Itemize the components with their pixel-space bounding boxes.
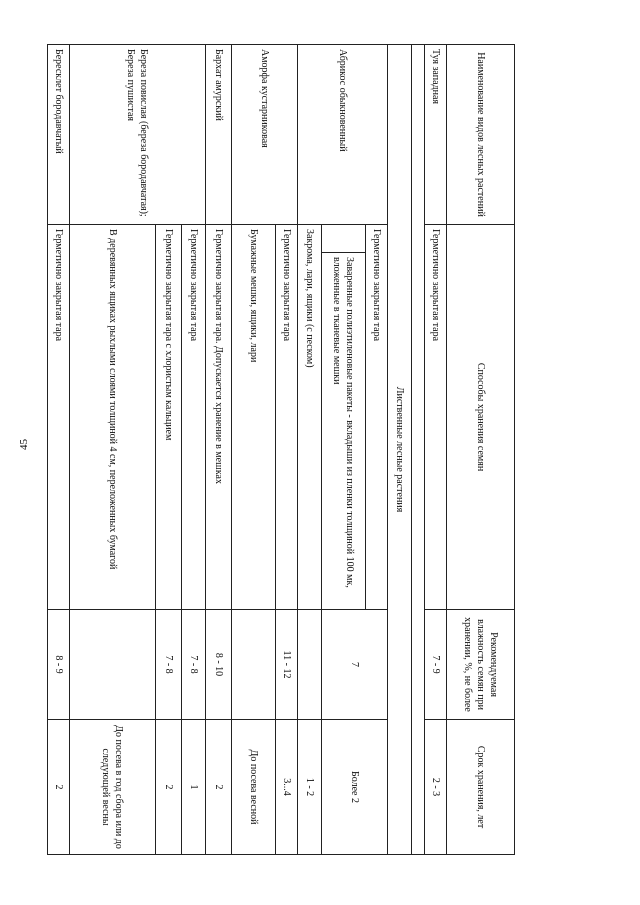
term-cell: 1 (182, 720, 206, 855)
term-cell: До посева в год сбора или до следующей весны (70, 720, 156, 855)
method-cell: Герметично закрытая тара (425, 225, 447, 610)
table-row (425, 45, 447, 855)
method-cell: Бумажные мешки, ящики, лари (232, 225, 276, 610)
species-cell: Береза повислая (береза бородавчатая); Береза пушистая (70, 45, 206, 225)
term-cell: 2 (48, 720, 70, 855)
method-cell: Герметично закрытая тара (182, 225, 206, 610)
moisture-cell: 8 - 10 (206, 610, 232, 720)
moisture-cell: 7 - 8 (156, 610, 182, 720)
moisture-cell-empty (232, 610, 276, 720)
term-cell: 2 - 3 (425, 720, 447, 855)
empty-indent-cell (322, 225, 366, 253)
header-species: Наименование видов лесных растений (447, 45, 515, 225)
section-row (388, 45, 412, 855)
moisture-cell-empty (298, 610, 322, 720)
term-cell: Более 2 (322, 720, 388, 855)
spacer-cell (412, 45, 425, 855)
header-moisture: Рекомендуемая влажность семян при хранении, %, не более (447, 610, 515, 720)
species-cell: Бересклет бородавчатый (48, 45, 70, 225)
term-cell: До посева весной (232, 720, 276, 855)
method-cell: Закрома, лари, ящики (с песком) (298, 225, 322, 610)
species-cell: Туя западная (425, 45, 447, 225)
table-row (206, 45, 232, 855)
method-cell: Заваренные полиэтиленовые пакеты - вкладыши из пленки толщиной 100 мк, вложенные в тканевые мешки (322, 253, 366, 610)
method-cell: Герметично закрытая тара. Допускается хранение в мешках (206, 225, 232, 610)
seed-storage-table (47, 44, 515, 855)
species-cell: Аморфа кустарниковая (232, 45, 298, 225)
method-cell: Герметично закрытая тара (276, 225, 298, 610)
method-cell: Герметично закрытая тара (48, 225, 70, 610)
section-title: Лиственные лесные растения (388, 45, 412, 855)
method-cell: В деревянных ящиках рыхлыми слоями толщиной 4 см, переложенных бумагой (70, 225, 156, 610)
table-row (182, 45, 206, 855)
term-cell: 2 (206, 720, 232, 855)
table-header-row (447, 45, 515, 855)
table-rotated-container (53, 44, 515, 854)
species-cell: Абрикос обыкновенный (298, 45, 388, 225)
method-cell: Герметично закрытая тара с хлористым кальцием (156, 225, 182, 610)
term-cell: 1 - 2 (298, 720, 322, 855)
table-row (276, 45, 298, 855)
table-row (366, 45, 388, 855)
moisture-cell: 7 (322, 610, 388, 720)
header-term: Срок хранения, лет (447, 720, 515, 855)
header-methods: Способы хранения семян (447, 225, 515, 610)
moisture-cell: 7 - 9 (425, 610, 447, 720)
table-row (48, 45, 70, 855)
term-cell: 2 (156, 720, 182, 855)
species-cell: Бархат амурский (206, 45, 232, 225)
moisture-cell: 8 - 9 (48, 610, 70, 720)
spacer-row (412, 45, 425, 855)
method-cell: Герметично закрытая тара (366, 225, 388, 610)
moisture-cell: 11 - 12 (276, 610, 298, 720)
moisture-cell-empty (70, 610, 156, 720)
term-cell: 3...4 (276, 720, 298, 855)
moisture-cell: 7 - 8 (182, 610, 206, 720)
page-number: 45 (18, 439, 30, 450)
